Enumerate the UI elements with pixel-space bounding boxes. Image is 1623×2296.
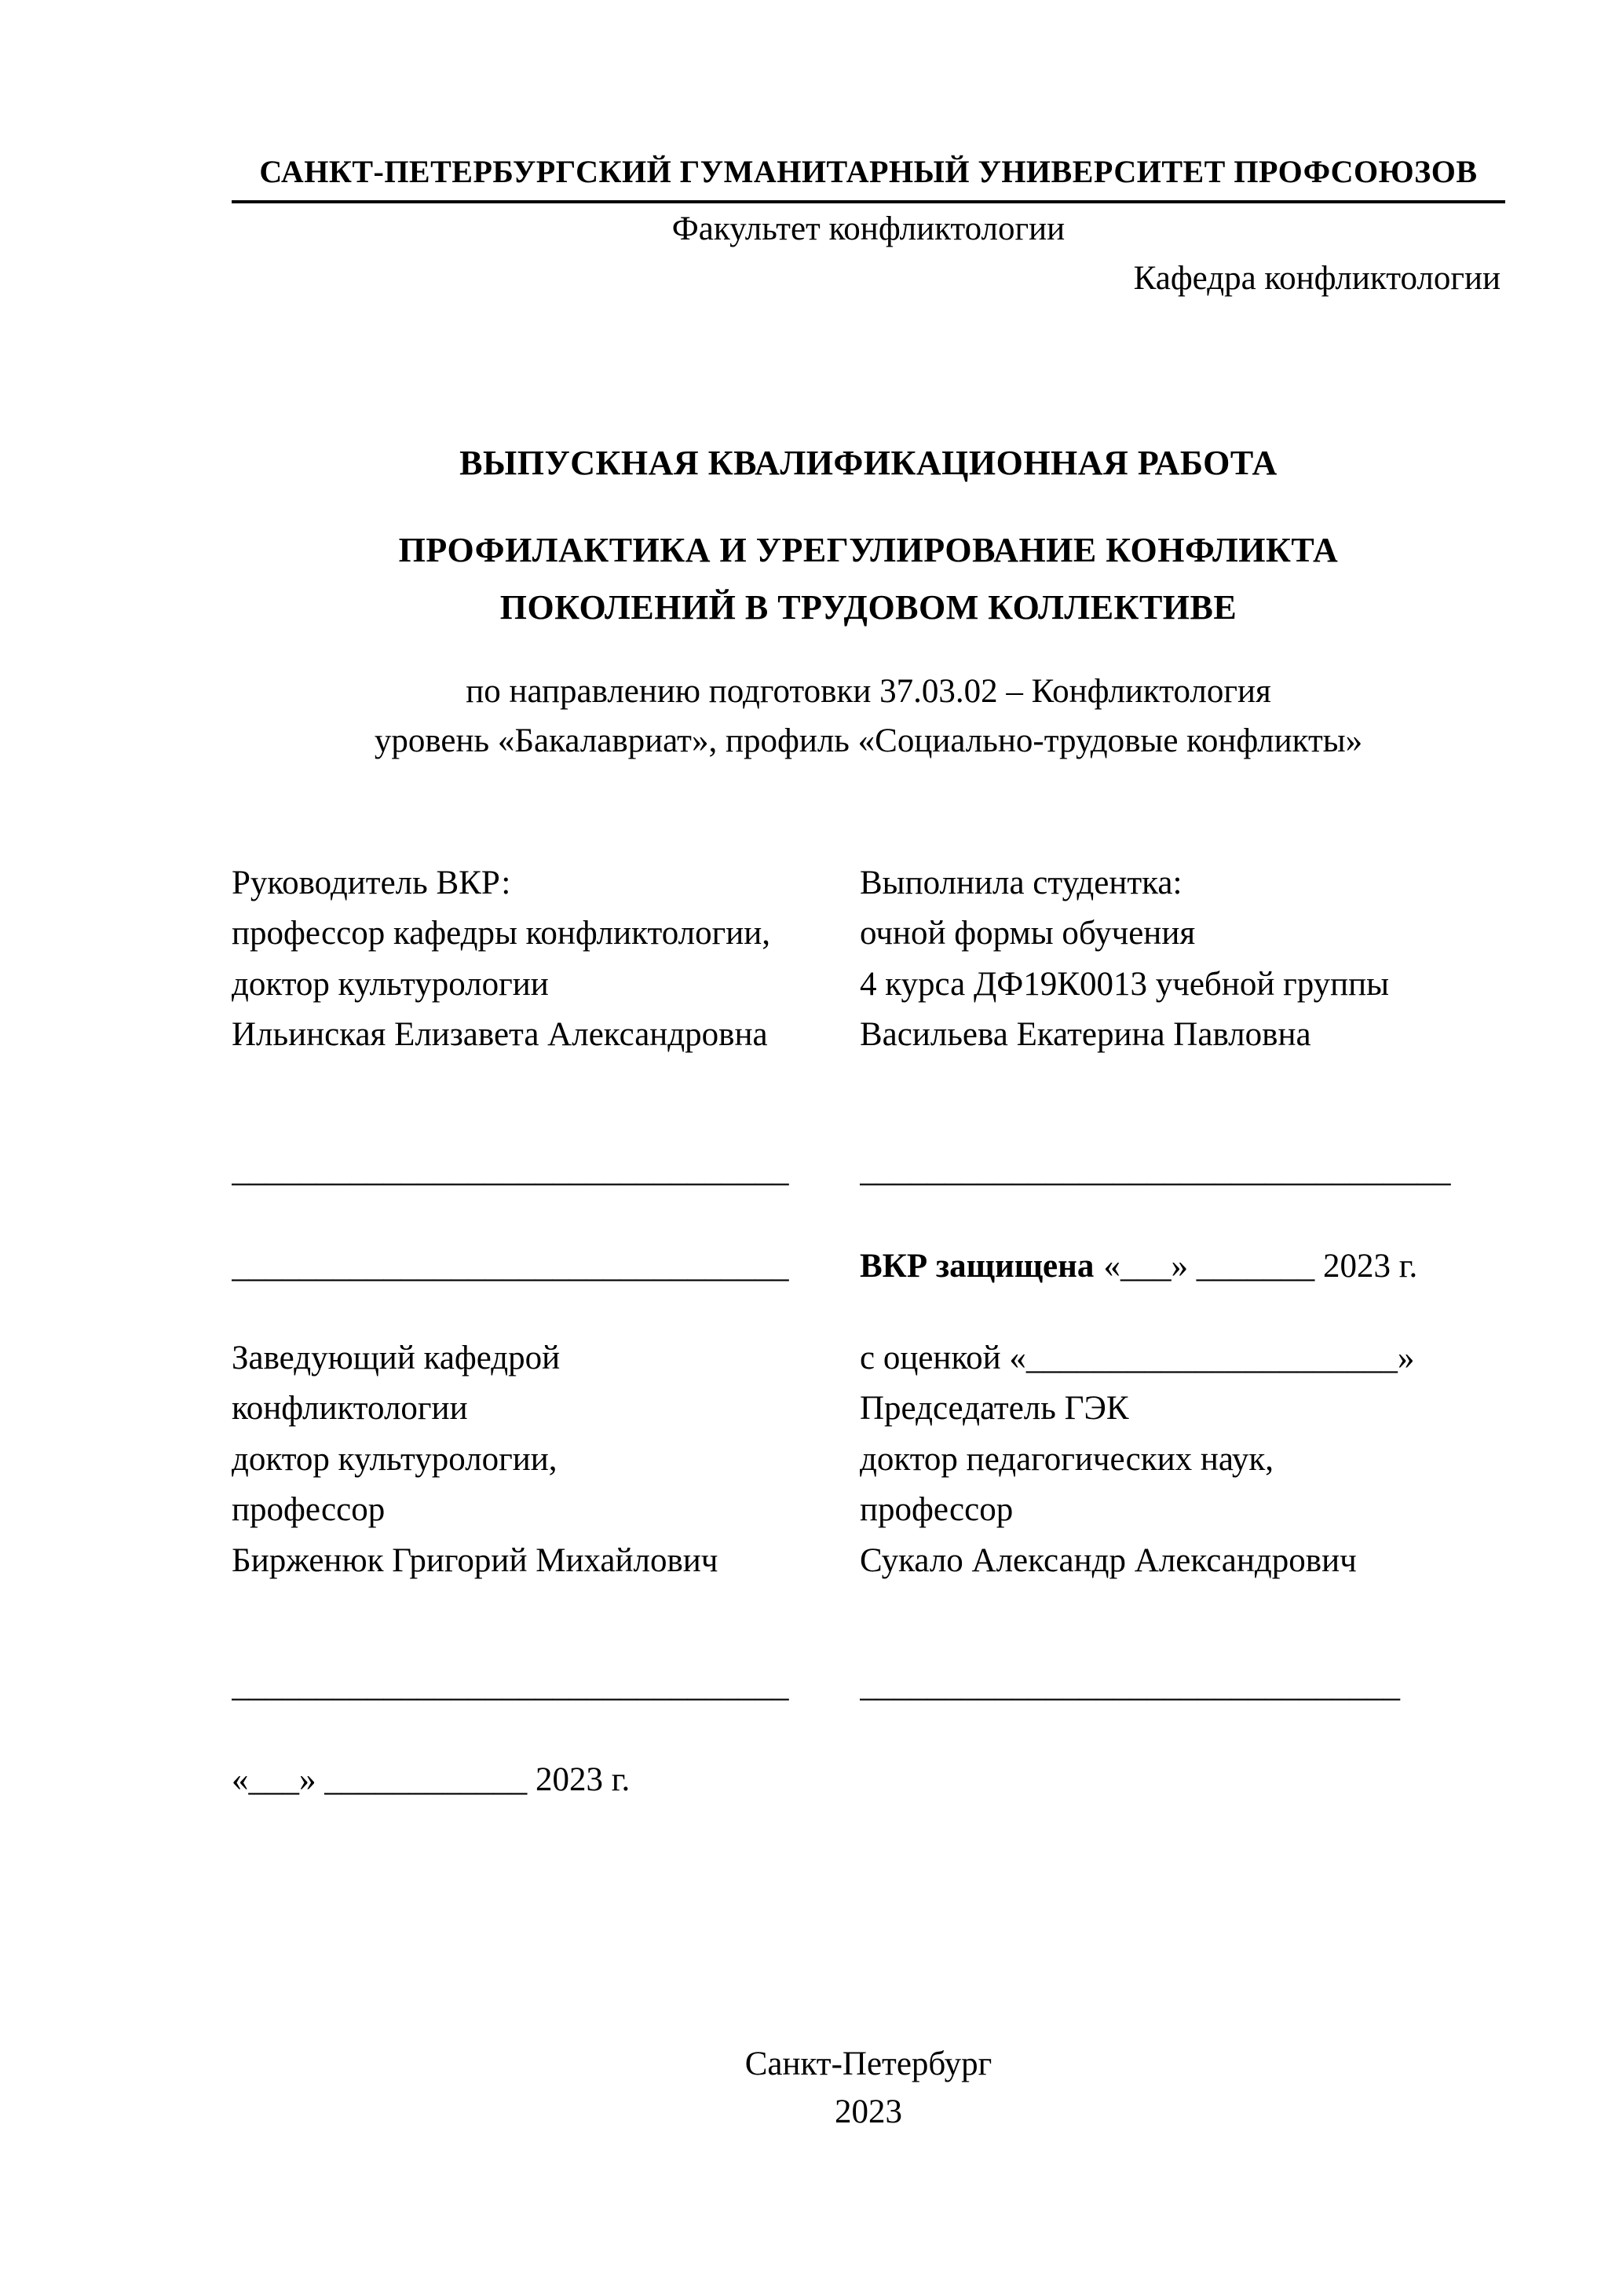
defense-date-line [860,1241,1505,1292]
student-group: 4 курса ДФ19К0013 учебной группы [860,965,1390,1003]
student-role: Выполнила студентка: [860,864,1183,901]
university-name: САНКТ-ПЕТЕРБУРГСКИЙ ГУМАНИТАРНЫЙ УНИВЕРСИТЕТ ПРОФСОЮЗОВ [259,154,1478,189]
supervisor-block [232,858,860,1061]
signature-row-3 [232,1661,1505,1712]
thesis-subject-heading [232,522,1505,636]
student-signature-line: ___________________________________ [860,1151,1451,1189]
signature-row-1 [232,1146,1505,1197]
head-line-1: Заведующий кафедрой [232,1339,561,1377]
date-row [232,1755,1505,1806]
chairman-block [860,1333,1505,1587]
signature-row-2 [232,1241,1505,1292]
head-signature-line: _________________________________ [232,1667,789,1705]
defense-date-blank: «___» _______ 2023 г. [1103,1248,1418,1285]
program-line: по направлению подготовки 37.03.02 – Конфликтология [466,673,1271,711]
people-row [232,858,1505,1061]
thesis-subject-line-1: ПРОФИЛАКТИКА И УРЕГУЛИРОВАНИЕ КОНФЛИКТА [398,531,1339,569]
head-line-4: профессор [232,1491,386,1529]
head-line-3: доктор культурологии, [232,1440,557,1478]
department-name: Кафедра конфликтологии [1133,260,1501,297]
footer [232,2041,1505,2135]
program-block [232,667,1505,766]
header-rule [232,200,1505,203]
student-name: Васильева Екатерина Павловна [860,1016,1311,1054]
work-type-heading: ВЫПУСКНАЯ КВАЛИФИКАЦИОННАЯ РАБОТА [459,444,1278,482]
supervisor-role: Руководитель ВКР: [232,864,511,901]
supervisor-position-line-2: доктор культурологии [232,965,549,1003]
head-line-2: конфликтологии [232,1390,468,1428]
footer-year: 2023 [835,2093,902,2130]
faculty-name: Факультет конфликтологии [671,210,1066,247]
supervisor-signature-line-1: _________________________________ [232,1151,789,1189]
student-block [860,858,1505,1061]
officials-row [232,1333,1505,1587]
defense-label: ВКР защищена [860,1248,1095,1285]
chairman-line-3: профессор [860,1491,1014,1529]
date-row-spacer [860,1755,1505,1806]
supervisor-signature-line-2: _________________________________ [232,1248,789,1285]
thesis-subject-line-2: ПОКОЛЕНИЙ В ТРУДОВОМ КОЛЛЕКТИВЕ [499,587,1237,627]
supervisor-position-line-1: профессор кафедры конфликтологии, [232,915,771,952]
supervisor-name: Ильинская Елизавета Александровна [232,1016,768,1054]
footer-city: Санкт-Петербург [744,2046,992,2083]
head-name: Бирженюк Григорий Михайлович [232,1541,718,1579]
chairman-name: Сукало Александр Александрович [860,1541,1357,1579]
head-of-department-block [232,1333,860,1587]
chairman-line-2: доктор педагогических наук, [860,1440,1274,1478]
chairman-signature-line: ________________________________ [860,1667,1400,1705]
chairman-line-1: Председатель ГЭК [860,1390,1129,1428]
student-study-form: очной формы обучения [860,915,1196,952]
grade-line: с оценкой «______________________» [860,1339,1415,1377]
head-date-line: «___» ____________ 2023 г. [232,1760,631,1798]
level-line: уровень «Бакалавриат», профиль «Социально-трудовые конфликты» [374,722,1363,759]
